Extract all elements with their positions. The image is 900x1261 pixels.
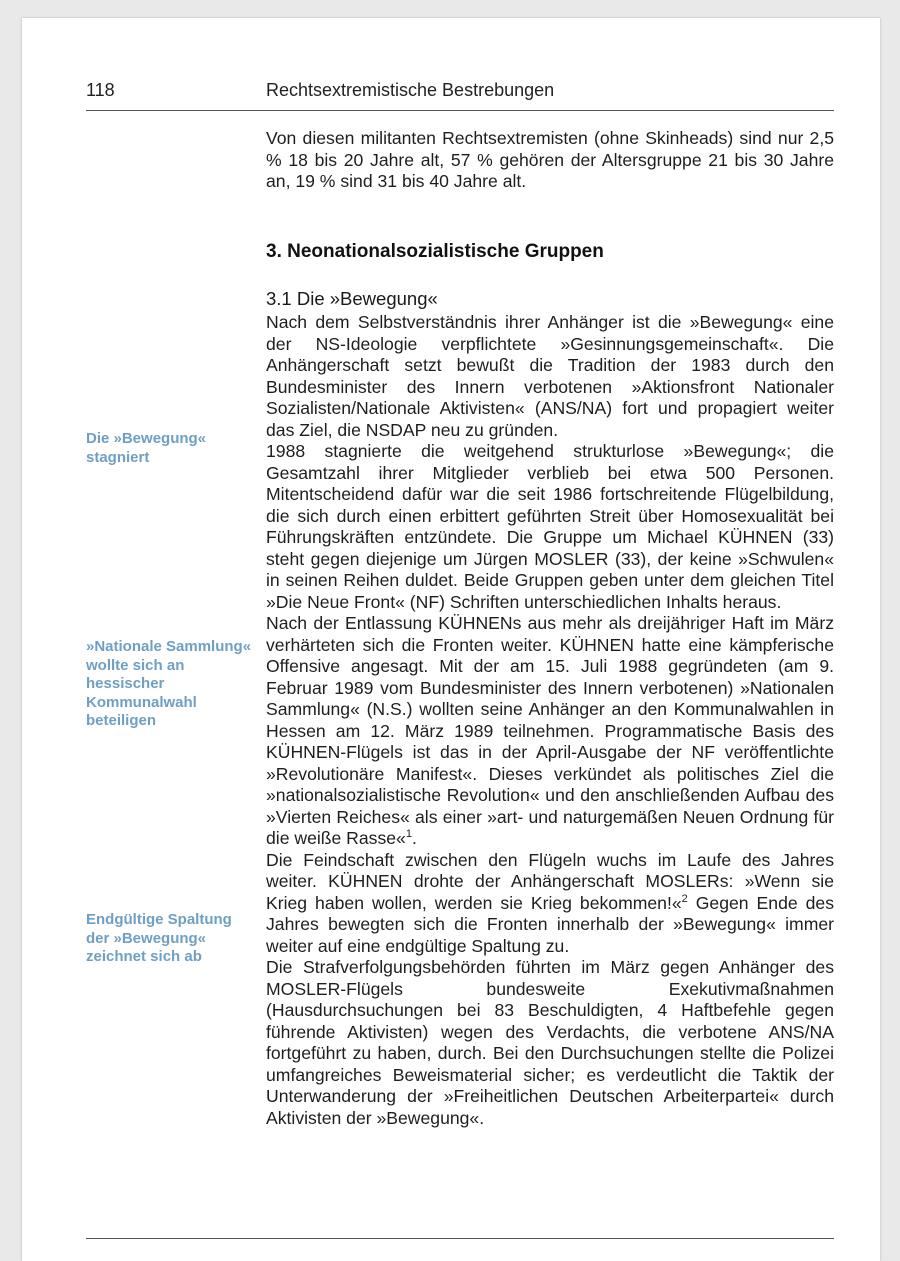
paragraph-strafverfolgung: Die Strafverfolgungsbehörden führten im März gegen Anhänger des MOSLER-Flügels bundesweite Exekutivmaßnahmen (Hausdurchsuchungen bei 83 Beschuldigten, 4 Haftbefehle gegen führende Aktivisten) wegen des Verdachts, die verbotene ANS/NA fortgeführt zu haben, durch. Bei den Durchsuchungen stellte die Polizei umfangreiches Beweismaterial sicher; es verdeutlicht die Taktik der Unterwanderung der »Freiheitlichen Deutschen Arbeiterpartei« durch Aktivisten der »Bewegung«.	[266, 957, 834, 1128]
footer-divider	[86, 1238, 834, 1239]
intro-paragraph: Von diesen militanten Rechtsextremisten (ohne Skinheads) sind nur 2,5 % 18 bis 20 Jahre alt, 57 % gehören der Altersgruppe 21 bis 30 Jahre an, 19 % sind 31 bis 40 Jahre alt.	[266, 128, 834, 191]
footnote-ref-1: 1	[405, 828, 412, 841]
paragraph-stagnation: 1988 stagnierte die weitgehend strukturlose »Bewegung«; die Gesamtzahl ihrer Mitglieder verblieb bei etwa 500 Personen. Mitentscheidend dafür war die seit 1986 fortschreitende Flügelbildung, die sich durch einen erbittert geführten Streit über Homosexualität bei Führungskräften entzündete. Die Gruppe um Michael KÜHNEN (33) steht gegen diejenige um Jürgen MOSLER (33), der keine »Schwulen« in seinen Reihen duldet. Beide Gruppen geben unter dem gleichen Titel »Die Neue Front« (NF) Schriften unterschiedlichen Inhalts heraus.	[266, 441, 834, 612]
page-number: 118	[86, 80, 115, 100]
margin-note-spaltung: Endgültige Spaltung der »Bewegung« zeichnet sich ab	[86, 911, 232, 965]
body-text	[266, 312, 834, 1129]
footnote-ref-2: 2	[681, 892, 688, 905]
margin-note-stagnation: Die »Bewegung« stagniert	[86, 430, 207, 466]
document-page	[22, 18, 880, 1261]
intro-block	[266, 128, 834, 193]
running-title: Rechtsextremistische Bestrebungen	[266, 80, 555, 100]
paragraph-tradition: Nach dem Selbstverständnis ihrer Anhänger ist die »Bewegung« eine der NS-Ideologie verpflichtete »Gesinnungsgemeinschaft«. Die Anhängerschaft setzt bewußt die Tradition der 1983 durch den Bundesminister des Innern verbotenen »Aktionsfront Nationaler Sozialisten/Nationale Aktivisten« (ANS/NA) fort und propagiert weiter das Ziel, die NSDAP neu zu gründen.	[266, 312, 834, 440]
chapter-heading: 3. Neonationalsozialistische Gruppen	[266, 241, 604, 262]
paragraph-text: Die Feindschaft zwischen den Flügeln wuchs im Laufe des Jahres weiter. KÜHNEN drohte der Anhängerschaft MOSLERs: »Wenn sie Krieg haben wollen, werden sie Krieg bekommen!«	[266, 849, 834, 913]
section-heading: 3.1 Die »Bewegung«	[266, 288, 438, 309]
paragraph-feindschaft	[266, 850, 834, 958]
paragraph-text: Gegen Ende des Jahres bewegten sich die Fronten innerhalb der »Bewegung« immer weiter auf eine endgültige Spaltung zu.	[266, 892, 834, 956]
paragraph-nationale-sammlung	[266, 613, 834, 850]
margin-note-kommunalwahl: »Nationale Sammlung« wollte sich an hessischer Kommunalwahl beteiligen	[86, 638, 252, 729]
paragraph-text: Nach der Entlassung KÜHNENs aus mehr als dreijähriger Haft im März verhärteten sich die Fronten weiter. KÜHNEN hatte eine kämpferische Offensive angesagt. Mit der am 15. Juli 1988 gegründeten (am 9. Februar 1989 vom Bundesminister des Innern verbotenen) »Nationalen Sammlung« (N.S.) wollten seine Anhänger an den Kommunalwahlen in Hessen am 12. März 1989 teilnehmen. Programmatische Basis des KÜHNEN-Flügels ist das in der April-Ausgabe der NF veröffentlichte »Revolutionäre Manifest«. Dieses verkündet als politisches Ziel die »nationalsozialistische Revolution« und den anschließenden Aufbau des »Vierten Reiches« als einer »art- und naturgemäßen Neuen Ordnung für die weiße Rasse«	[266, 613, 834, 848]
sentence-end: .	[411, 828, 417, 848]
header-divider	[86, 110, 834, 111]
